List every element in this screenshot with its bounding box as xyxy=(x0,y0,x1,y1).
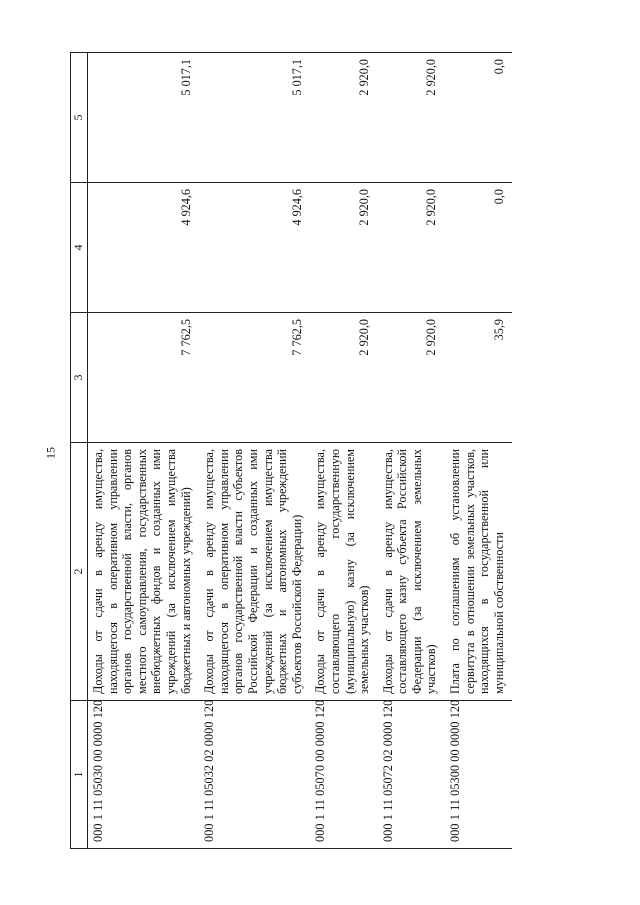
table-row xyxy=(88,53,200,849)
table-row xyxy=(445,53,512,849)
value-cell-5: 5 017,1 xyxy=(88,53,200,183)
table-row xyxy=(199,53,310,849)
revenue-name-cell: Доходы от сдачи в аренду имущества, находящегося в оперативном управлении органов государственной власти субъектов Российской Федерации и созданных ими учреждений (за исключением имущества бюджетных и автономных учреждений субъектов Российской Федерации) xyxy=(199,443,310,701)
page-number: 15 xyxy=(43,447,58,459)
table-row xyxy=(378,53,445,849)
value-cell-4: 0,0 xyxy=(445,183,512,313)
revenue-name-cell: Доходы от сдачи в аренду имущества, находящегося в оперативном управлении органов государственной власти, органов местного самоуправления, государственных внебюджетных фондов и созданных ими учреждений (за исключением имущества бюджетных и автономных учреждений) xyxy=(88,443,200,701)
table-row xyxy=(310,53,377,849)
value-cell-4: 4 924,6 xyxy=(199,183,310,313)
value-cell-4: 2 920,0 xyxy=(310,183,377,313)
table-header-row xyxy=(71,53,88,849)
revenue-name-cell: Доходы от сдачи в аренду имущества, составляющего государственную (муниципальную) казну (за исключением земельных участков) xyxy=(310,443,377,701)
column-header-3: 3 xyxy=(71,313,88,443)
value-cell-3: 2 920,0 xyxy=(378,313,445,443)
budget-code-cell: 000 1 11 05072 02 0000 120 xyxy=(378,701,445,849)
value-cell-5: 0,0 xyxy=(445,53,512,183)
value-cell-3: 7 762,5 xyxy=(88,313,200,443)
column-header-2: 2 xyxy=(71,443,88,701)
value-cell-4: 2 920,0 xyxy=(378,183,445,313)
value-cell-3: 7 762,5 xyxy=(199,313,310,443)
value-cell-3: 2 920,0 xyxy=(310,313,377,443)
revenue-name-cell: Доходы от сдачи в аренду имущества, составляющего казну субъекта Российской Федерации (за исключением земельных участков) xyxy=(378,443,445,701)
budget-code-cell: 000 1 11 05070 00 0000 120 xyxy=(310,701,377,849)
value-cell-5: 5 017,1 xyxy=(199,53,310,183)
value-cell-3: 35,9 xyxy=(445,313,512,443)
revenue-table xyxy=(70,52,512,849)
budget-code-cell: 000 1 11 05032 02 0000 120 xyxy=(199,701,310,849)
budget-code-cell: 000 1 11 05300 00 0000 120 xyxy=(445,701,512,849)
value-cell-4: 4 924,6 xyxy=(88,183,200,313)
column-header-4: 4 xyxy=(71,183,88,313)
value-cell-5: 2 920,0 xyxy=(378,53,445,183)
revenue-name-cell: Плата по соглашениям об установлении сервитута в отношении земельных участков, находящихся в государственной или муниципальной собственности xyxy=(445,443,512,701)
budget-code-cell: 000 1 11 05030 00 0000 120 xyxy=(88,701,200,849)
column-header-1: 1 xyxy=(71,701,88,849)
value-cell-5: 2 920,0 xyxy=(310,53,377,183)
column-header-5: 5 xyxy=(71,53,88,183)
